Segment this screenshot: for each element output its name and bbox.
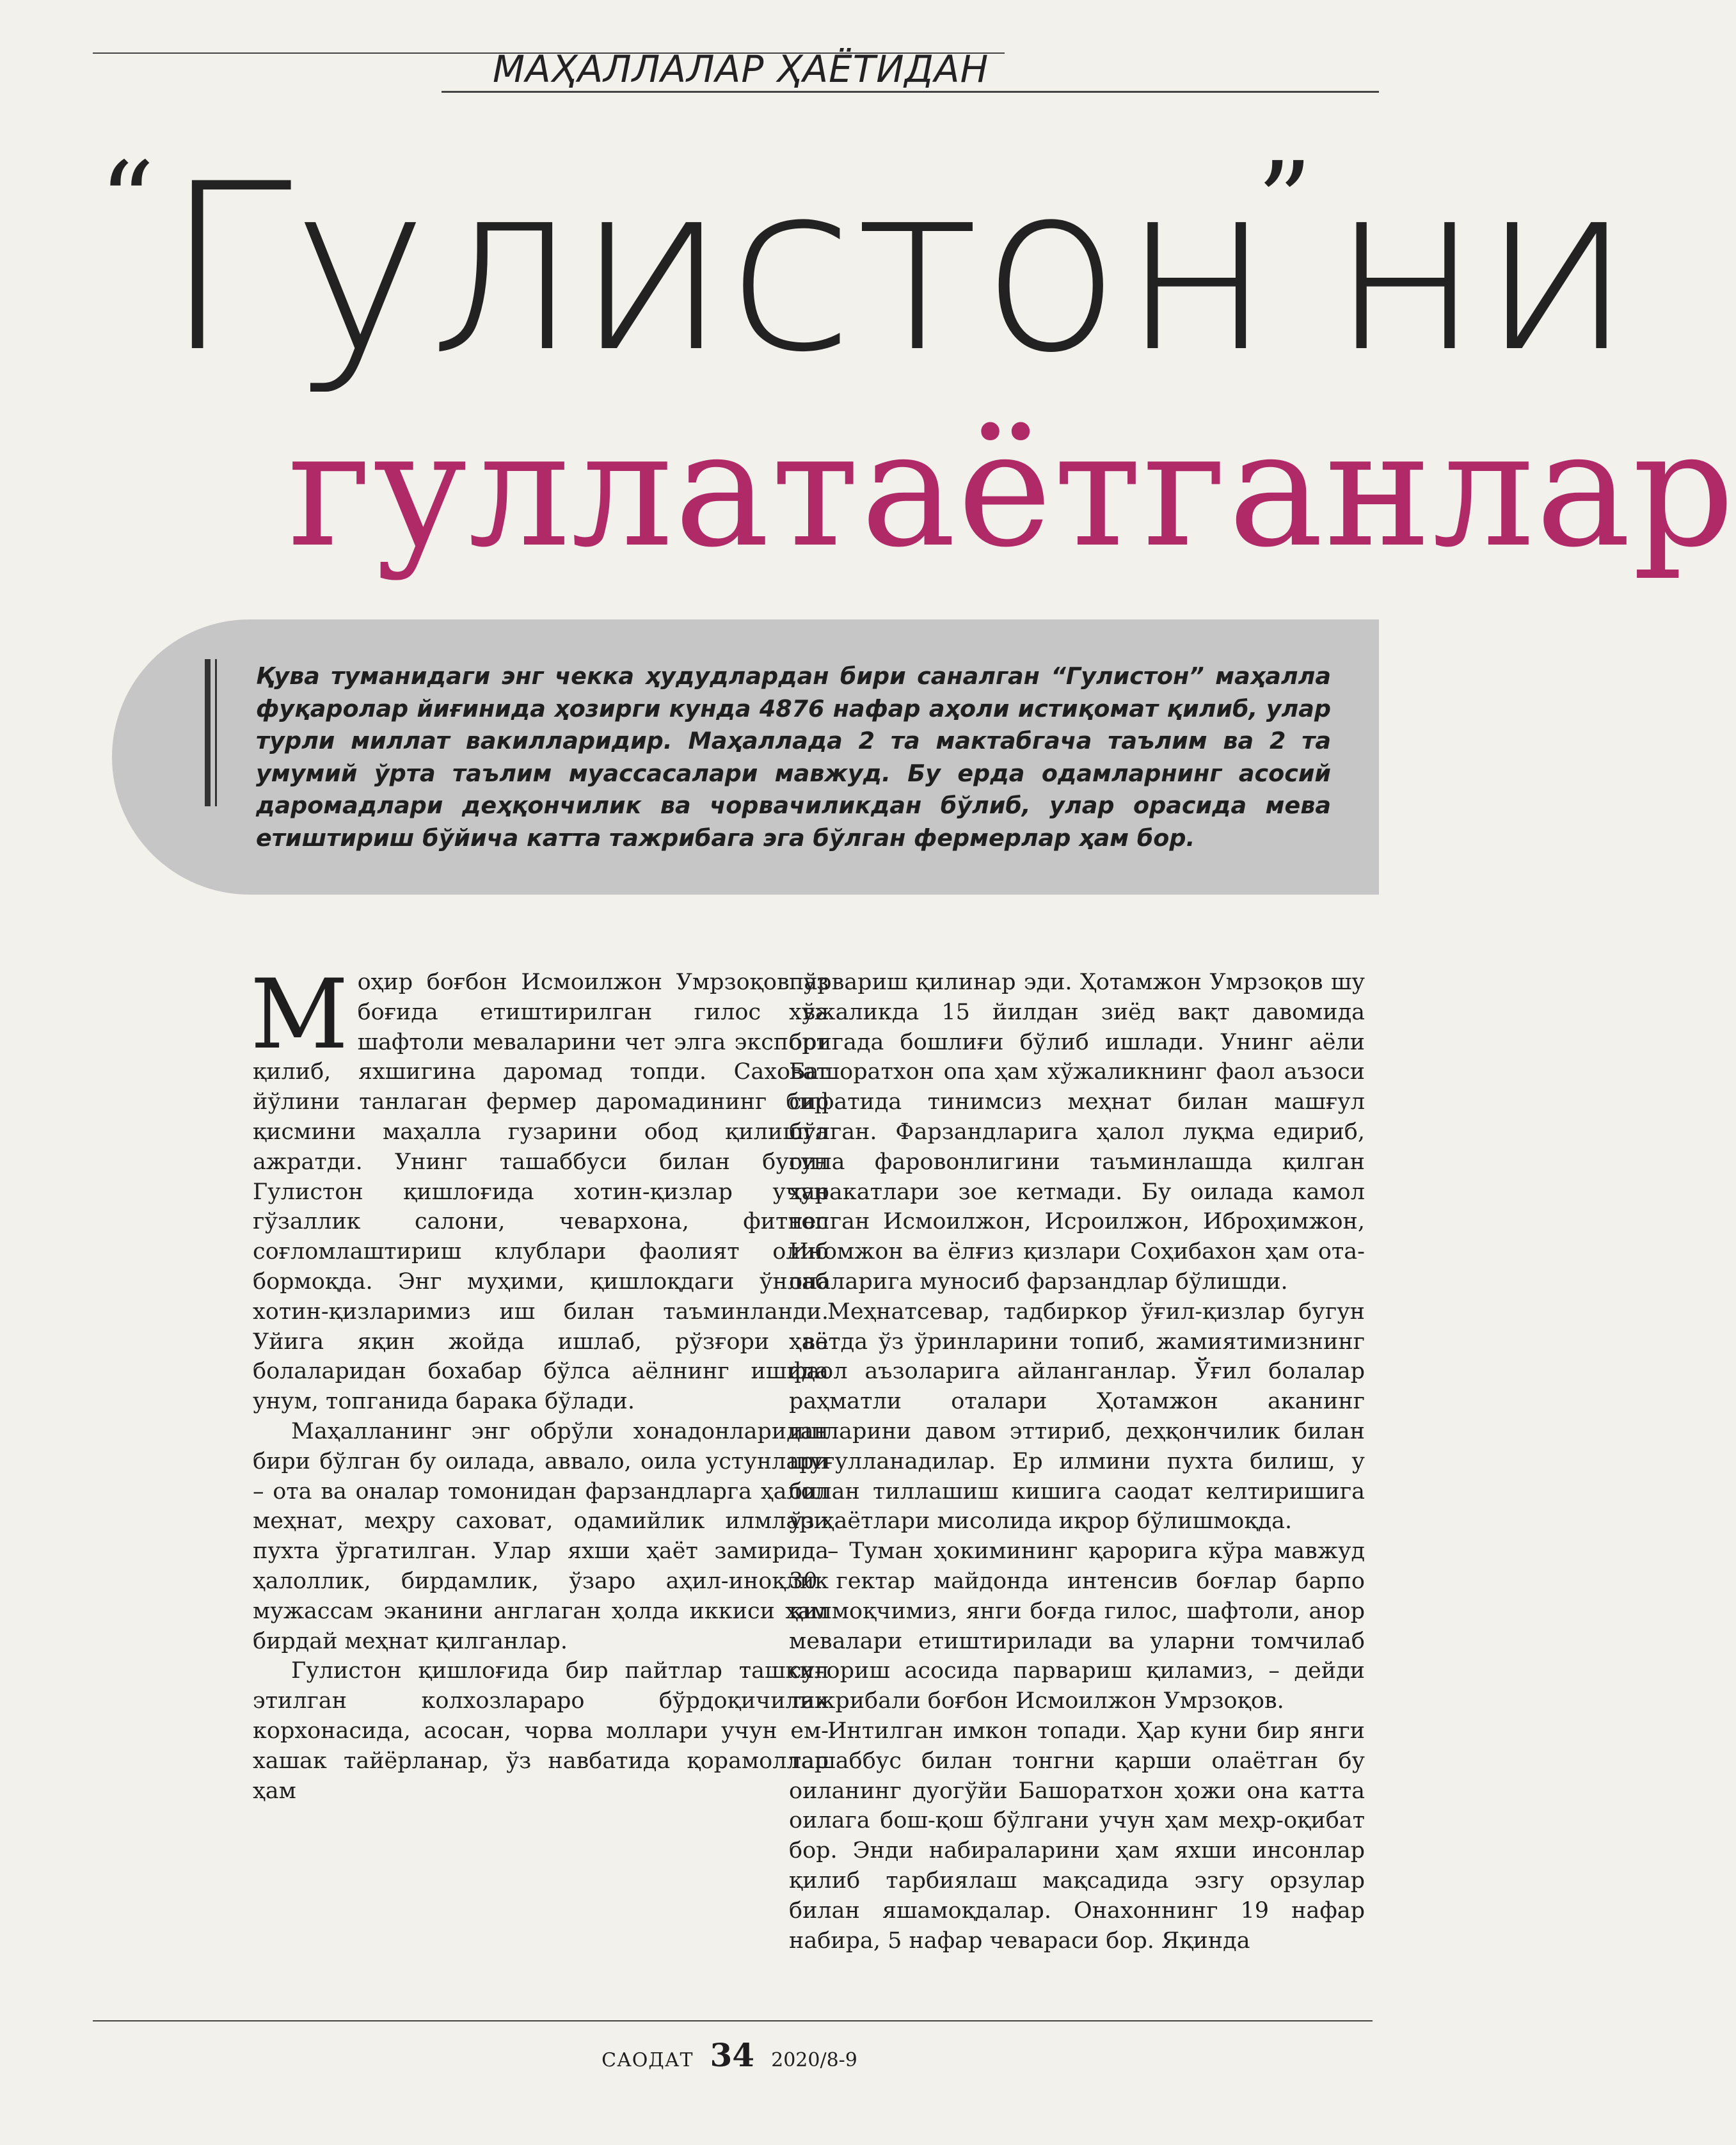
section-label: МАҲАЛЛАЛАР ҲАЁТИДАН (493, 47, 989, 91)
article-paragraph: Гулистон қишлоғида бир пайтлар ташкил этилган колхозлараро бўрдоқичилик корхонасида, асосан, чорва моллари учун ем-хашак тайёрланар, ўз навбатида қорамоллар ҳам (253, 1658, 829, 1804)
article-column-left (250, 959, 829, 1806)
article-paragraph: Интилган имкон топади. Ҳар куни бир янги ташаббус билан тонгни қарши олаётган бу оиланинг дуогўйи Башоратхон ҳожи она катта оилага бош-қош бўлгани учун ҳам меҳр-оқибат бор. Энди набираларини ҳам яхши инсонлар қилиб тарбиялаш мақсадида эзгу орзулар билан яшамоқдалар. Онахоннинг 19 нафар набира, 5 нафар чевараси бор. Яқинда (789, 1718, 1365, 1954)
headline-line-1 (99, 134, 1633, 422)
bottom-rule (93, 2020, 1373, 2021)
footer-magazine: САОДАТ (601, 2049, 694, 2071)
drop-cap: М (250, 959, 349, 1071)
headline-quote-open: “ (99, 139, 155, 266)
footer-issue: 2020/8-9 (771, 2049, 857, 2071)
section-rule (442, 91, 1379, 93)
headline-line-2: гуллатаётганлар (288, 396, 1736, 582)
article-paragraph: парвариш қилинар эди. Ҳотамжон Умрзоқов шу хўжаликда 15 йилдан зиёд вақт давомида бригада бошлиғи бўлиб ишлади. Унинг аёли Башоратхон опа ҳам хўжаликнинг фаол аъзоси сифатида тинимсиз меҳнат билан машғул бўлган. Фарзандларига ҳалол луқма едириб, оила фаровонлигини таъминлашда қилган ҳаракатлари зое кетмади. Бу оилада камол топган Исмоилжон, Исроилжон, Иброҳимжон, Иномжон ва ёлғиз қизлари Соҳибахон ҳам ота-оналарига муносиб фарзандлар бўлишди. (789, 969, 1365, 1295)
headline-suffix: ни (1330, 134, 1633, 403)
footer-page-number: 34 (710, 2036, 755, 2074)
article-column-right (789, 968, 1365, 1956)
article-paragraph: Маҳалланинг энг обрўли хонадонларидан бири бўлган бу оилада, аввало, оила устунлари – ота ва оналар томонидан фарзандларга ҳалол меҳнат, меҳру саховат, одамийлик илмлари пухта ўргатилган. Улар яхши ҳаёт замирида ҳалоллик, бирдамлик, ўзаро аҳил-иноқлик мужассам эканини англаган ҳолда иккиси ҳам бирдай меҳнат қилганлар. (253, 1418, 829, 1654)
lead-bar-icon (205, 659, 211, 806)
headline-word: Гулистон (163, 134, 1272, 403)
article-paragraph (250, 959, 829, 1417)
article-paragraph-text: оҳир боғбон Исмоилжон Умрзоқов ўз боғида етиштирилган гилос ва шафтоли меваларини чет элга экспорт қилиб, яхшигина даромад топди. Саховат йўлини танлаган фермер даромадининг бир қисмини маҳалла гузарини обод қилишга ажратди. Унинг ташаббуси билан бугун Гулистон қишлоғида хотин-қизлар учун гўзаллик салони, чевархона, фитнес соғломлаштириш клублари фаолият олиб бормоқда. Энг муҳими, қишлоқдаги ўнлаб хотин-қизларимиз иш билан таъминланди. Уйига яқин жойда ишлаб, рўзғори ва болаларидан бохабар бўлса аёлнинг ишида унум, топганида барака бўлади. (253, 969, 829, 1415)
headline-quote-close: ” (1256, 139, 1312, 266)
article-paragraph: – Туман ҳокимининг қарорига кўра мавжуд 30 гектар майдонда интенсив боғлар барпо қилмоқчимиз, янги боғда гилос, шафтоли, анор мевалари етиштирилади ва уларни томчилаб суғориш асосида парвариш қиламиз, – дейди тажрибали боғбон Исмоилжон Умрзоқов. (789, 1538, 1365, 1714)
lead-paragraph (256, 660, 1331, 854)
article-paragraph: Меҳнатсевар, тадбиркор ўғил-қизлар бугун ҳаётда ўз ўринларини топиб, жамиятимизнинг фаол аъзоларига айланганлар. Ўғил болалар раҳматли оталари Ҳотамжон аканинг ишларини давом эттириб, деҳқончилик билан шуғулланадилар. Ер илмини пухта билиш, у билан тиллашиш кишига саодат келтиришига ўз ҳаётлари мисолида иқрор бўлишмоқда. (789, 1298, 1365, 1535)
lead-bar-thin-icon (215, 659, 217, 806)
lead-text: Қува туманидаги энг чекка ҳудудлардан бири саналган “Гулистон” маҳалла фуқаролар йиғинида ҳозирги кунда 4876 нафар аҳоли истиқомат қилиб, улар турли миллат вакилларидир. Маҳаллада 2 та мактабгача таълим ва 2 та умумий ўрта таълим муассасалари мавжуд. Бу ерда одамларнинг асосий даромадлари деҳқончилик ва чорвачиликдан бўлиб, улар орасида мева етиштириш бўйича катта тажрибага эга бўлган фермерлар ҳам бор. (256, 662, 1331, 852)
page-footer (0, 2036, 1459, 2074)
